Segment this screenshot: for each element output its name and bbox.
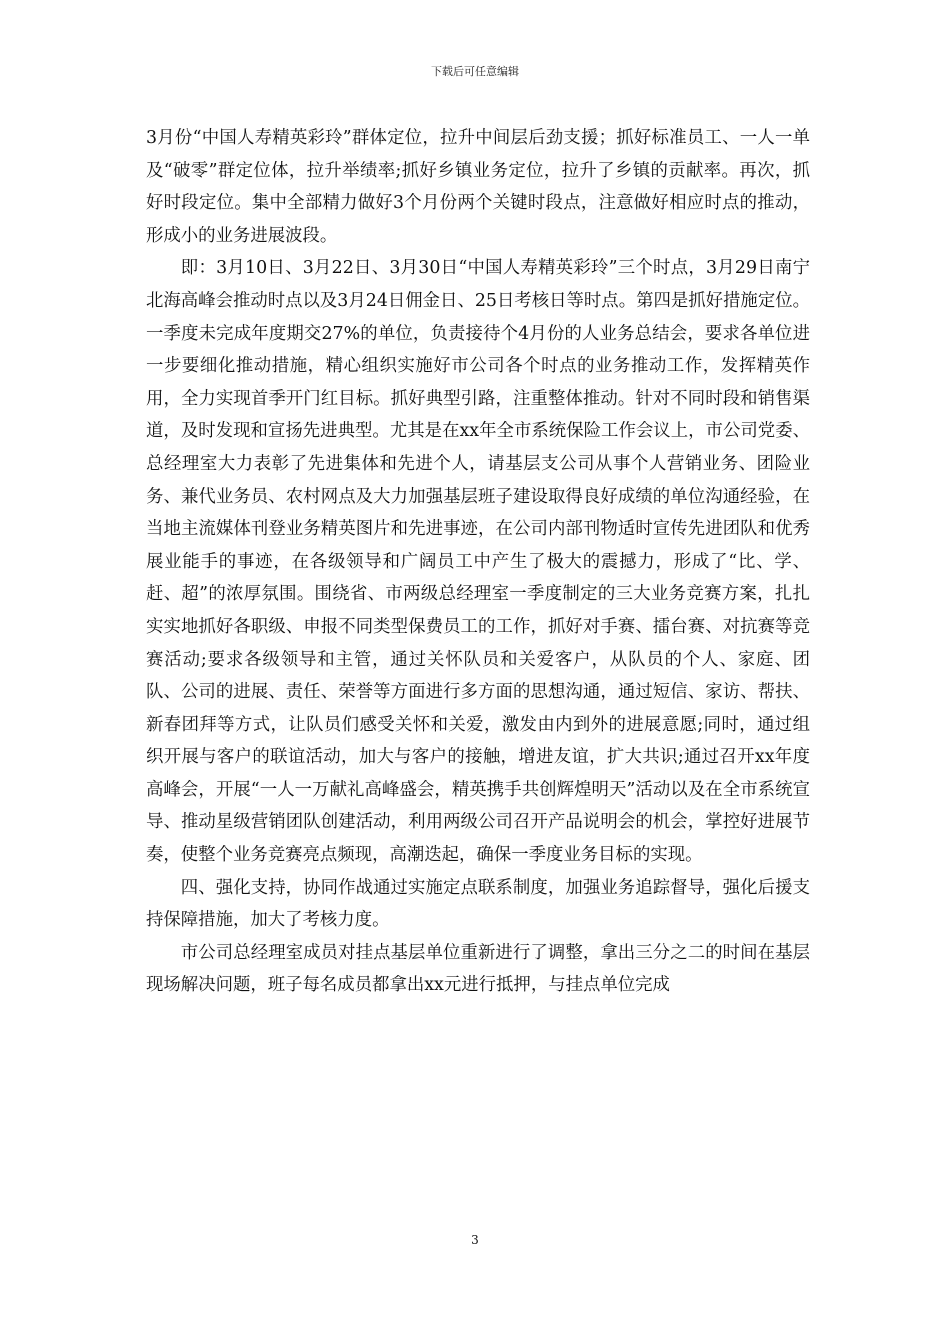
paragraph-1: 3月份“中国人寿精英彩玲”群体定位，拉升中间层后劲支援；抓好标准员工、一人一单及“破零”群定位体，拉升举绩率;抓好乡镇业务定位，拉升了乡镇的贡献率。再次，抓好时段定位。集中全部精力做好3个月份两个关键时段点，注意做好相应时点的推动，形成小的业务进展波段。 [146,128,810,246]
paragraph-3: 四、强化支持，协同作战通过实施定点联系制度，加强业务追踪督导，强化后援支持保障措施，加大了考核力度。 [146,877,810,931]
page-header: 下载后可任意编辑 [431,65,519,78]
paragraph-4: 市公司总经理室成员对挂点基层单位重新进行了调整，拿出三分之二的时间在基层现场解决问题，班子每名成员都拿出xx元进行抵押，与挂点单位完成 [146,942,810,996]
paragraph-2: 即：3月10日、3月22日、3月30日“中国人寿精英彩玲”三个时点，3月29日南宁北海高峰会推动时点以及3月24日佣金日、25日考核日等时点。第四是抓好措施定位。一季度未完成年度期交27%的单位，负责接待个4月份的人业务总结会，要求各单位进一步要细化推动措施，精心组织实施好市公司各个时点的业务推动工作，发挥精英作用，全力实现首季开门红目标。抓好典型引路，注重整体推动。针对不同时段和销售渠道，及时发现和宣扬先进典型。尤其是在xx年全市系统保险工作会议上，市公司党委、总经理室大力表彰了先进集体和先进个人，请基层支公司从事个人营销业务、团险业务、兼代业务员、农村网点及大力加强基层班子建设取得良好成绩的单位沟通经验，在当地主流媒体刊登业务精英图片和先进事迹，在公司内部刊物适时宣传先进团队和优秀展业能手的事迹，在各级领导和广阔员工中产生了极大的震撼力，形成了“比、学、赶、超”的浓厚氛围。围绕省、市两级总经理室一季度制定的三大业务竞赛方案，扎扎实实地抓好各职级、申报不同类型保费员工的工作，抓好对手赛、擂台赛、对抗赛等竞赛活动;要求各级领导和主管，通过关怀队员和关爱客户，从队员的个人、家庭、团队、公司的进展、责任、荣誉等方面进行多方面的思想沟通，通过短信、家访、帮扶、新春团拜等方式，让队员们感受关怀和关爱，激发由内到外的进展意愿;同时，通过组织开展与客户的联谊活动，加大与客户的接触，增进友谊，扩大共识;通过召开xx年度高峰会，开展“一人一万献礼高峰盛会，精英携手共创辉煌明天”活动以及在全市系统宣导、推动星级营销团队创建活动，利用两级公司召开产品说明会的机会，掌控好进展节奏，使整个业务竞赛亮点频现，高潮迭起，确保一季度业务目标的实现。 [146,258,810,866]
body-text [146,122,810,1002]
page-number: 3 [471,1233,479,1247]
